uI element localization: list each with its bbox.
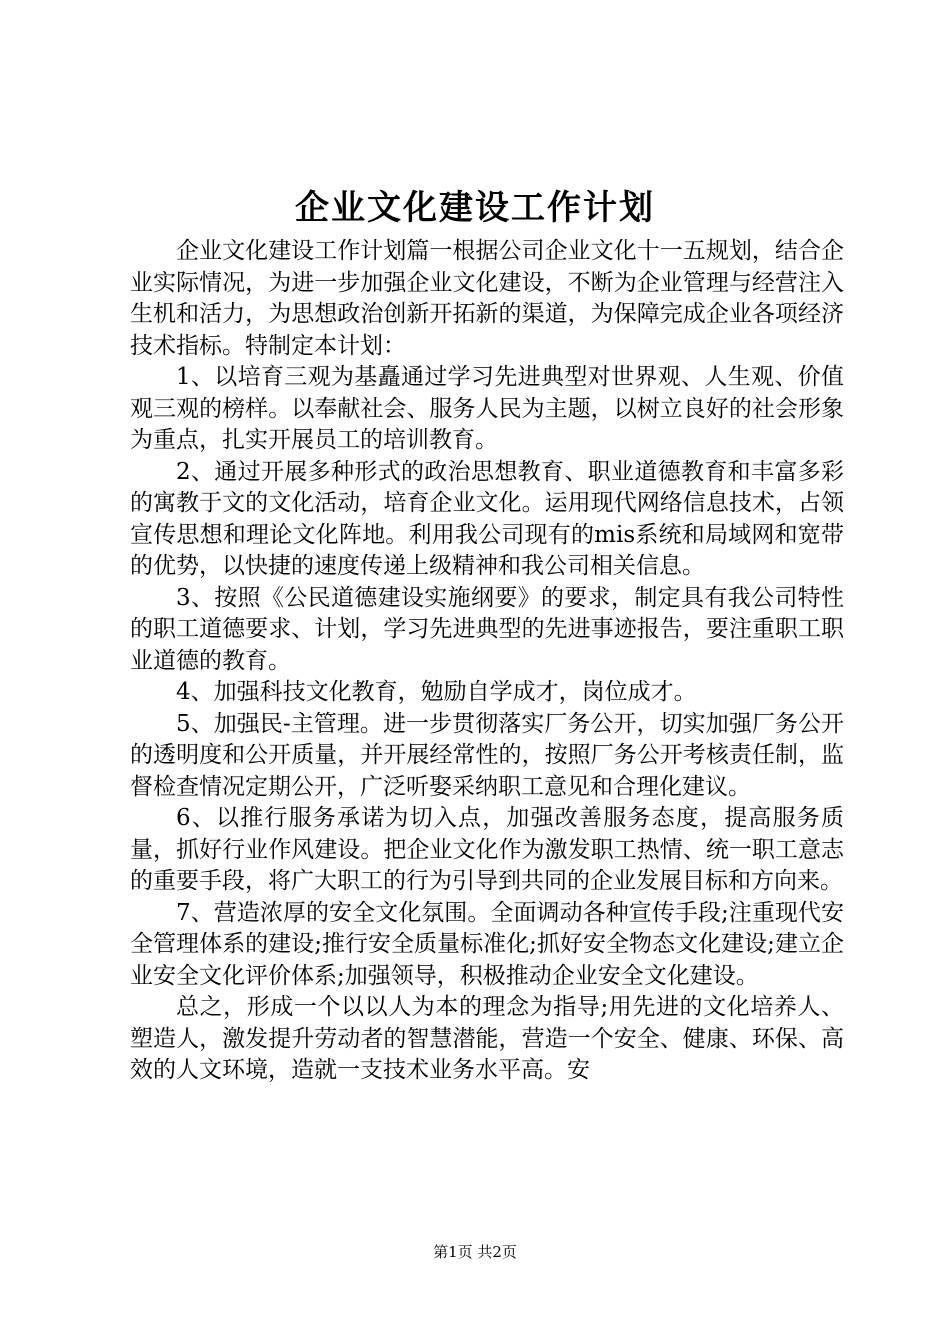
paragraph-item-7: 7、营造浓厚的安全文化氛围。全面调动各种宣传手段;注重现代安全管理体系的建设;推行安全质量标准化;抓好安全物态文化建设;建立企业安全文化评价体系;加强领导，积极推动企业安全文化建设。 — [130, 899, 844, 989]
paragraph-item-4: 4、加强科技文化教育，勉励自学成才，岗位成才。 — [176, 679, 697, 705]
document-title: 企业文化建设工作计划 — [295, 188, 655, 228]
page-indicator: 第1页 共2页 — [433, 1243, 517, 1261]
paragraph-item-6: 6、以推行服务承诺为切入点，加强改善服务态度，提高服务质量，抓好行业作风建设。把企业文化作为激发职工热情、统一职工意志的重要手段，将广大职工的行为引导到共同的企业发展目标和方向来。 — [130, 805, 844, 894]
paragraph-intro: 企业文化建设工作计划篇一根据公司企业文化十一五规划，结合企业实际情况，为进一步加强企业文化建设，不断为企业管理与经营注入生机和活力，为思想政治创新开拓新的渠道，为保障完成企业各项经济技术指标。特制定本计划： — [130, 238, 844, 359]
page-footer — [0, 1242, 950, 1262]
paragraph-item-5: 5、加强民-主管理。进一步贯彻落实厂务公开，切实加强厂务公开的透明度和公开质量，并开展经常性的，按照厂务公开考核责任制，监督检查情况定期公开，广泛听娶采纳职工意见和合理化建议。 — [130, 710, 844, 800]
paragraph-item-2: 2、通过开展多种形式的政治思想教育、职业道德教育和丰富多彩的寓教于文的文化活动，培育企业文化。运用现代网络信息技术，占领宣传思想和理论文化阵地。利用我公司现有的mis系统和局域网和宽带的优势，以快捷的速度传递上级精神和我公司相关信息。 — [130, 458, 844, 579]
paragraph-item-1: 1、以培育三观为基矗通过学习先进典型对世界观、人生观、价值观三观的榜样。以奉献社会、服务人民为主题，以树立良好的社会形象为重点，扎实开展员工的培训教育。 — [130, 364, 844, 453]
paragraph-summary: 总之，形成一个以以人为本的理念为指导;用先进的文化培养人、塑造人，激发提升劳动者的智慧潜能，营造一个安全、健康、环保、高效的人文环境，造就一支技术业务水平高。安 — [130, 994, 844, 1083]
document-body — [130, 236, 844, 1087]
paragraph-item-3: 3、按照《公民道德建设实施纲要》的要求，制定具有我公司特性的职工道德要求、计划，学习先进典型的先进事迹报告，要注重职工职业道德的教育。 — [130, 584, 844, 674]
